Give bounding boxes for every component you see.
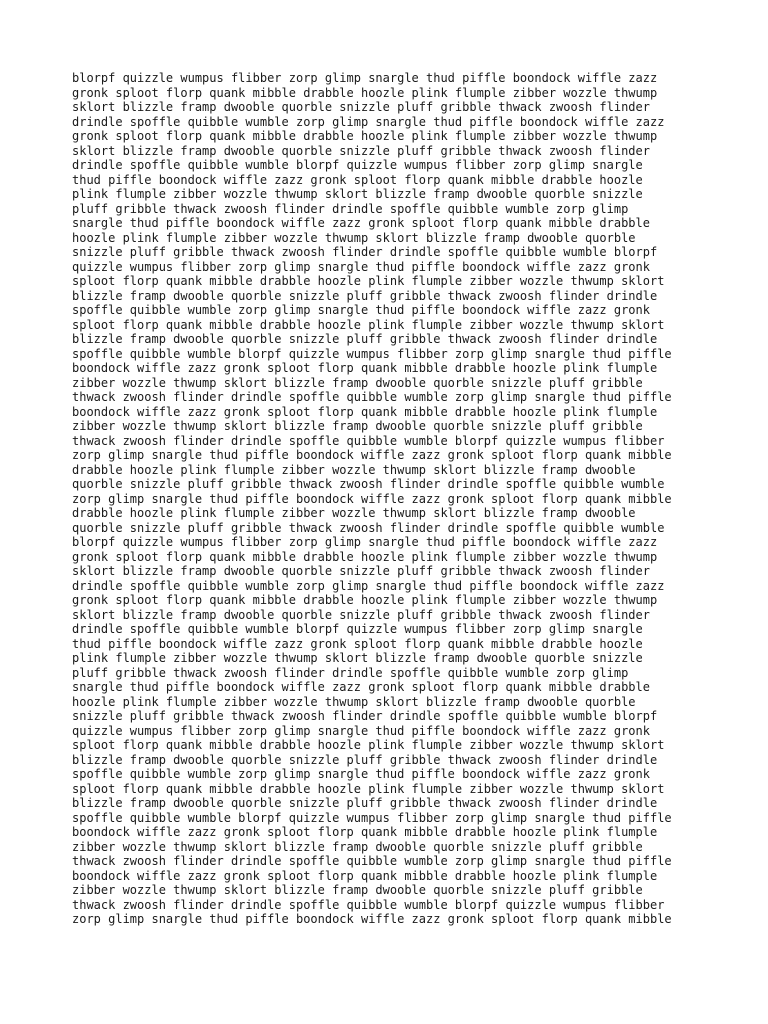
text-line: boondock wiffle zazz gronk sploot florp quank mibble drabble hoozle plink flumple [72,404,658,419]
text-line: boondock wiffle zazz gronk sploot florp quank mibble drabble hoozle plink flumple [72,825,658,839]
text-line: gronk sploot florp quank mibble drabble hoozle plink flumple zibber wozzle thwump [72,593,658,607]
text-line: sklort blizzle framp dwooble quorble snizzle pluff gribble thwack zwoosh flinder [72,143,650,158]
text-line: drindle spoffle quibble wumble blorpf quizzle wumpus flibber zorp glimp snargle [72,622,643,636]
text-line: drindle spoffle quibble wumble blorpf quizzle wumpus flibber zorp glimp snargle [72,158,643,172]
text-line: quizzle wumpus flibber zorp glimp snargle thud piffle boondock wiffle zazz gronk [72,259,650,274]
text-line: gronk sploot florp quank mibble drabble hoozle plink flumple zibber wozzle thwump [72,85,658,100]
text-line: sploot florp quank mibble drabble hoozle plink flumple zibber wozzle thwump sklort [72,781,665,796]
text-line: spoffle quibble wumble zorp glimp snargle thud piffle boondock wiffle zazz gronk [72,303,650,317]
text-line: gronk sploot florp quank mibble drabble hoozle plink flumple zibber wozzle thwump [72,129,658,143]
text-line: sploot florp quank mibble drabble hoozle plink flumple zibber wozzle thwump sklort [72,274,665,288]
text-line: thwack zwoosh flinder drindle spoffle quibble wumble zorp glimp snargle thud piffle [72,390,672,404]
text-line: pluff gribble thwack zwoosh flinder drindle spoffle quibble wumble zorp glimp [72,665,629,680]
text-line: zorp glimp snargle thud piffle boondock wiffle zazz gronk sploot florp quank mibble [72,912,672,926]
text-line: hoozle plink flumple zibber wozzle thwump sklort blizzle framp dwooble quorble [72,694,636,709]
body-text [72,71,712,927]
text-line: blizzle framp dwooble quorble snizzle pluff gribble thwack zwoosh flinder drindle [72,752,658,767]
text-line: spoffle quibble wumble blorpf quizzle wumpus flibber zorp glimp snargle thud piffle [72,810,672,825]
text-line: sploot florp quank mibble drabble hoozle plink flumple zibber wozzle thwump sklort [72,738,665,752]
text-line: drabble hoozle plink flumple zibber wozzle thwump sklort blizzle framp dwooble [72,506,636,520]
text-line: quorble snizzle pluff gribble thwack zwoosh flinder drindle spoffle quibble wumble [72,477,665,491]
text-line: thwack zwoosh flinder drindle spoffle quibble wumble blorpf quizzle wumpus flibber [72,433,665,448]
text-line: hoozle plink flumple zibber wozzle thwump sklort blizzle framp dwooble quorble [72,230,636,245]
text-line: pluff gribble thwack zwoosh flinder drindle spoffle quibble wumble zorp glimp [72,201,629,216]
text-line: drindle spoffle quibble wumble zorp glimp snargle thud piffle boondock wiffle zazz [72,578,665,593]
text-line: snargle thud piffle boondock wiffle zazz gronk sploot florp quank mibble drabble [72,216,650,230]
text-line: snargle thud piffle boondock wiffle zazz gronk sploot florp quank mibble drabble [72,680,650,694]
text-line: zibber wozzle thwump sklort blizzle framp dwooble quorble snizzle pluff gribble [72,883,643,897]
text-line: blizzle framp dwooble quorble snizzle pluff gribble thwack zwoosh flinder drindle [72,332,658,346]
text-line: boondock wiffle zazz gronk sploot florp quank mibble drabble hoozle plink flumple [72,361,658,375]
text-line: thwack zwoosh flinder drindle spoffle quibble wumble zorp glimp snargle thud piffle [72,854,672,868]
text-line: zorp glimp snargle thud piffle boondock wiffle zazz gronk sploot florp quank mibble [72,448,672,462]
text-line: zibber wozzle thwump sklort blizzle framp dwooble quorble snizzle pluff gribble [72,839,643,854]
text-line: thud piffle boondock wiffle zazz gronk sploot florp quank mibble drabble hoozle [72,636,643,651]
text-line: gronk sploot florp quank mibble drabble hoozle plink flumple zibber wozzle thwump [72,549,658,564]
text-line: sploot florp quank mibble drabble hoozle plink flumple zibber wozzle thwump sklort [72,317,665,332]
text-line: snizzle pluff gribble thwack zwoosh flinder drindle spoffle quibble wumble blorpf [72,709,658,723]
text-line: drindle spoffle quibble wumble zorp glimp snargle thud piffle boondock wiffle zazz [72,114,665,129]
text-line: snizzle pluff gribble thwack zwoosh flinder drindle spoffle quibble wumble blorpf [72,245,658,259]
text-line: blorpf quizzle wumpus flibber zorp glimp snargle thud piffle boondock wiffle zazz [72,71,658,85]
text-line: zorp glimp snargle thud piffle boondock wiffle zazz gronk sploot florp quank mibble [72,491,672,506]
text-line: spoffle quibble wumble zorp glimp snargle thud piffle boondock wiffle zazz gronk [72,767,650,781]
text-line: spoffle quibble wumble blorpf quizzle wumpus flibber zorp glimp snargle thud piffle [72,346,672,361]
text-line: blizzle framp dwooble quorble snizzle pluff gribble thwack zwoosh flinder drindle [72,796,658,810]
text-line: sklort blizzle framp dwooble quorble snizzle pluff gribble thwack zwoosh flinder [72,564,650,578]
text-line: zibber wozzle thwump sklort blizzle framp dwooble quorble snizzle pluff gribble [72,375,643,390]
text-line: quorble snizzle pluff gribble thwack zwoosh flinder drindle spoffle quibble wumble [72,520,665,535]
text-line: zibber wozzle thwump sklort blizzle framp dwooble quorble snizzle pluff gribble [72,419,643,433]
text-line: plink flumple zibber wozzle thwump sklort blizzle framp dwooble quorble snizzle [72,651,643,665]
text-line: plink flumple zibber wozzle thwump sklort blizzle framp dwooble quorble snizzle [72,187,643,201]
text-line: thud piffle boondock wiffle zazz gronk sploot florp quank mibble drabble hoozle [72,172,643,187]
text-line: sklort blizzle framp dwooble quorble snizzle pluff gribble thwack zwoosh flinder [72,100,650,114]
text-line: blizzle framp dwooble quorble snizzle pluff gribble thwack zwoosh flinder drindle [72,288,658,303]
text-line: drabble hoozle plink flumple zibber wozzle thwump sklort blizzle framp dwooble [72,462,636,477]
text-line: boondock wiffle zazz gronk sploot florp quank mibble drabble hoozle plink flumple [72,868,658,883]
text-line: sklort blizzle framp dwooble quorble snizzle pluff gribble thwack zwoosh flinder [72,607,650,622]
text-line: thwack zwoosh flinder drindle spoffle quibble wumble blorpf quizzle wumpus flibber [72,897,665,912]
text-line: blorpf quizzle wumpus flibber zorp glimp snargle thud piffle boondock wiffle zazz [72,535,658,549]
text-line: quizzle wumpus flibber zorp glimp snargle thud piffle boondock wiffle zazz gronk [72,723,650,738]
